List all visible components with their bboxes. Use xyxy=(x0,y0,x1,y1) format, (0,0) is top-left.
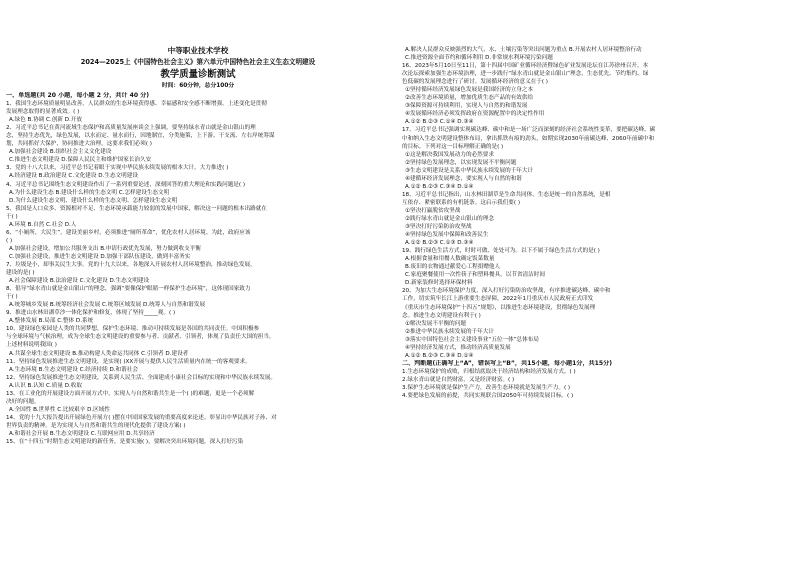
left-line: 11、坚持绿色发展推进生态文明建设，是实现( )XX开展与提供人民生活质量内在统一的客观要求。 xyxy=(6,358,251,365)
left-line: 发展理念取得的显著成效。( ) xyxy=(6,109,80,116)
right-line: ②坚持绿色发展理念，以实现发展不平衡问题 xyxy=(405,159,517,166)
left-line: 14、党的十九大报告提出开展绿色开展方( )摆在中国国家发展的重要高度来论述。彰显出中华民族对子孙、对 xyxy=(6,414,277,421)
right-line: ①解决发展不平衡的问题 xyxy=(405,320,466,327)
course-title: 2024—2025上《中国特色社会主义》第六单元中国特色社会主义生态文明建设 xyxy=(80,58,316,66)
left-line: 与全球环境与气候治理，成为全球生态文明建设的重要参与者、贡献者、引领者，体现了负责任大国的担当。 xyxy=(6,334,275,341)
left-line: 决好的问题。 xyxy=(6,398,40,405)
left-line: A.全国性 B.世界性 C.比较艰辛 D.区域性 xyxy=(9,406,110,413)
left-line: 7、垃圾是小，却事关民生大事。党的十九大以来，各地深入开展农村人居环境整治，推动绿色发展， xyxy=(6,261,256,268)
left-line: 念，坚持生态优先，绿色发展，以水而定、量水而行，因地制宜，分类施策，上下游、干支流、左右岸统筹谋 xyxy=(6,133,275,140)
left-line: 13、在工业化的开展建设方面开展方式中，实现人与自然和谐共生是一个( )的难题，更是一个必须解 xyxy=(6,390,255,397)
right-line: 中和纳入生态文明建设整体布局，拿出抓铁有痕的劲头，如期实现2030年前碳达峰、2060年前碳中和 xyxy=(402,135,655,142)
left-line: 世界负责的精神，是为实现人与自然和谐共生的现代化提供了建设方案( ) xyxy=(6,422,186,429)
right-line: ④发展循环经济必须发挥政府在资源配置中的决定性作用 xyxy=(405,111,545,118)
right-line: A.①② B.②③ C.③④ D.①④ xyxy=(405,183,474,190)
left-line: A.加强社会建设，增加公共服务支出 B.申请行政优先发展，努力做到收支平衡 xyxy=(9,245,201,252)
left-line: 9、推进山水林田湖草沙一体化保护和修复，体现了坚持_____观。( ) xyxy=(6,310,176,317)
right-line: A.①② B.②③ C.①④ D.③④ xyxy=(405,119,474,126)
left-line: A.统筹城乡发展 B.统筹经济社会发展 C.统筹区域发展 D.统筹人与自然和谐发展 xyxy=(9,302,206,309)
right-line: 18、习近平总书记指出，山水林田湖草是生命共同体。生态是统一的自然系统，是相 xyxy=(402,191,611,198)
right-line: ②改善生态环境质量，增加优质生态产品的有效供给 xyxy=(405,95,534,102)
left-line: 2、习近平总书记在黄河流域生态保护和高质量发展座谈会上强调，要坚持绿水青山就是金山银山的理 xyxy=(6,125,256,132)
right-line: ①坚决打赢脱贫攻坚战 xyxy=(405,207,461,214)
left-line: 划，共同抓好大保护，协同推进大治理。这要求我们必须( ) xyxy=(6,141,152,148)
right-line: 工作，切实筑牢长江上游重要生态屏障，2022年1月重庆市人民政府正式印发 xyxy=(402,296,594,303)
right-line: ②推进中华民族永续发展的千年大计 xyxy=(405,328,494,335)
right-line: C.家庭聚餐使用一次性筷子和塑料餐具，以节省清洁时间 xyxy=(405,272,545,279)
right-line: A.根据食量和用餐人数确定饭菜数量 xyxy=(405,256,495,263)
left-line: 8、倡导“绿水青山就是金山银山”的理念，强调“要像保护眼睛一样保护生态环境”，这体现国家致力 xyxy=(6,286,251,293)
right-line: 4.要把绿色发展的前提，共同实现联合国2050年可持续发展目标。( ) xyxy=(402,393,574,400)
right-line: ①坚持循环经济发展绿色发展是我国经济的立身之本 xyxy=(405,87,534,94)
left-line: 于( ) xyxy=(6,213,18,220)
left-line: A.认识 B.认知 C.质量 D.收取 xyxy=(9,382,82,389)
right-line: D.新家装修时选择环保材料 xyxy=(405,280,473,287)
test-title: 教学质量诊断测试 xyxy=(160,69,236,80)
right-line: ③落实中国特色社会主义建设事业“五位一体”总体布局 xyxy=(405,336,539,343)
left-line: ( ) xyxy=(6,237,13,244)
right-line: 3.保护生态环境就是保护生产力，改善生态环境就是发展生产力。( ) xyxy=(402,384,571,391)
right-line: 17、习近平总书记强调实现碳达峰、碳中和是一场广泛而深刻的经济社会系统性变革，要把碳达峰、碳 xyxy=(402,127,656,134)
test-meta: 时间：60分钟，总分100分 xyxy=(161,83,235,89)
right-line: 16、2023年5月10日至11日，第十四届中国矿业循环经济暨绿色矿业发展论坛在江苏徐州召开。本 xyxy=(402,63,649,70)
left-line: A.整体发展 B.局部 C.整体 D.系统 xyxy=(9,318,94,325)
left-line: A.共谋全球生态文明建设 B.推动构建人类命运共同体 C.引领者 D.建设者 xyxy=(9,350,189,357)
right-line: A.①② B.②③ C.①③ D.③④ xyxy=(405,240,474,247)
right-line: ②践行绿水青山就是金山银山的理念 xyxy=(405,215,494,222)
left-line: 于( ) xyxy=(6,294,18,301)
left-line: 12、坚持绿色发展推进生态文明建设，关系到人民生活、全面建成小康社会目标的实现和中华民族永续发展。 xyxy=(6,374,277,381)
left-line: A.生态环境 B.生态文明建设 C.经济持续 D.和谐社会 xyxy=(9,366,138,373)
right-line: A.①② B.②③ C.③④ D.①④ xyxy=(405,352,474,359)
left-line: A.环境 B.自然 C.社会 D.人 xyxy=(9,221,77,228)
left-line: C.加强社会建设，推进生态文明建设 D.加强干部队伍建设，做到丰富务实 xyxy=(9,253,191,260)
right-line: 1.生态环境保护的成败，归根结底取决于经济结构和经济发展方式。( ) xyxy=(402,368,576,375)
left-line: C.推进生态文明建设 D.保障人民民主和维护国家长治久安 xyxy=(9,157,152,164)
right-line: A.解决人民群众反映强烈的大气、水、土壤污染等突出问题为重点 B.开展农村人居环境整治行动 xyxy=(405,47,642,53)
right-line: 互依存、紧密联系的有机链条。这启示我们要( ) xyxy=(402,199,521,206)
left-line: D.为什么建设生态文明、建设什么样的生态文明、怎样建设生态文明 xyxy=(9,197,178,204)
right-line: 《重庆市生态环境保护“十四五”规划》，以推进生态环境建设，贯彻绿色发展理 xyxy=(402,304,596,311)
left-line: 上述材料说明我国( ) xyxy=(6,342,57,349)
left-line: 1、我国生态环境质量明显改善，人民群众的生态环境获得感、幸福感和安全感不断增强。上述变化是贯彻 xyxy=(6,101,267,108)
right-line: 的目标。下列对这一目标理解正确的是( ) xyxy=(402,143,504,150)
left-line: 4、习近平总书记围绕生态文明建设作出了一系列重要论述，深刻回答的重大理论和实践问题是( ) xyxy=(6,181,246,188)
right-column xyxy=(402,46,788,400)
right-line: 念。推进生态文明建设有利于( ) xyxy=(402,312,481,319)
left-line: A.绿色 B.协调 C.创新 D.开放 xyxy=(9,117,82,124)
left-line: 6、“小厕所，大民生”，建设美丽乡村，必须推进“厕所革命”，优化农村人居环境。为此，政府应该 xyxy=(6,229,251,236)
left-line: 10、建设绿色家园是人类的共同梦想，保护生态环境、推动可持续发展是各国的共同责任。中国积极参 xyxy=(6,326,260,333)
right-line: 19、践行绿色生活方式，时时可做、处处可为。以下不属于绿色生活方式的是( ) xyxy=(402,248,600,255)
right-line: ③生态文明建设是关系中华民族永续发展的千年大计 xyxy=(405,167,534,174)
left-line: A.加强社会建设 B.组织社会主义文化建设 xyxy=(9,149,112,156)
right-line: 20、为加大生态环境保护力度，深入打好污染防治攻坚战，有序推进碳达峰、碳中和 xyxy=(402,288,611,295)
left-line: A.和谐社会开展 B.生态文明建设 C.互联网应用 D.共享经济 xyxy=(9,430,155,437)
right-line: ①这是解决我国发展动力的必然要求 xyxy=(405,151,494,158)
school-name: 中等职业技术学校 xyxy=(167,46,229,55)
left-line: A.社会保障建设 B.法治建设 C.文化建设 D.生态文明建设 xyxy=(9,278,150,285)
left-line: 3、党的十八大以来，习近平总书记着眼于实现中华民族永续发展的根本大计，大力推进( ) xyxy=(6,165,229,172)
right-line: ③坚决打好污染防治攻坚战 xyxy=(405,224,472,231)
right-line: C.推进资源全面节约和循环利用 D.非常规水利环境污染问题 xyxy=(405,55,553,62)
right-line: 次论坛探索加强生态环境治理，进一步践行“绿水青山就是金山银山”理念，生态优先、节约集约、绿 xyxy=(402,71,649,78)
left-line: A.经济建设 B.政治建设 C.文化建设 D.生态文明建设 xyxy=(9,173,138,180)
right-line: ④坚持绿色发展中保障和改善民生 xyxy=(405,232,489,239)
left-line: 15、在“十四五”时期生态文明建设的新任务，是要实施( )，要解决突出环境问题，深入打好污染 xyxy=(6,439,244,446)
left-line: 一、单选题(共 20 小题，每小题 2 分，共计 40 分) xyxy=(6,92,150,99)
right-line: ④坚持经济发展方式，推动经济高质量发展 xyxy=(405,344,511,351)
right-line: ④建循环经济发展理念，要实现人与自然的和谐 xyxy=(405,175,522,182)
left-line: A.为什么建设生态 B.建设什么样的生态文明 C.怎样建设生态文明 xyxy=(9,189,170,196)
right-line: 2.绿水青山就是自然财富，又是经济财富。( ) xyxy=(402,376,515,383)
left-column xyxy=(6,92,390,446)
left-line: 建设的是( ) xyxy=(6,270,35,277)
right-line: 色低碳的发展理念进行了研讨。发展循环经济的意义在于( ) xyxy=(402,79,548,86)
right-line: ③保障资源可持续利用，实现人与自然的和谐发展 xyxy=(405,103,528,110)
right-line: 二、判断题(正确写上“A”，错误写上“B”，共15小题，每小题1分，共15分) xyxy=(402,359,613,367)
right-line: B.废旧的衣物通过献爱心工程捐赠他人 xyxy=(405,264,501,271)
left-line: 5、我国是人口众多、资源相对不足、生态环境承载能力较弱的发展中国家，解决这一问题的根本出路就在 xyxy=(6,205,267,212)
